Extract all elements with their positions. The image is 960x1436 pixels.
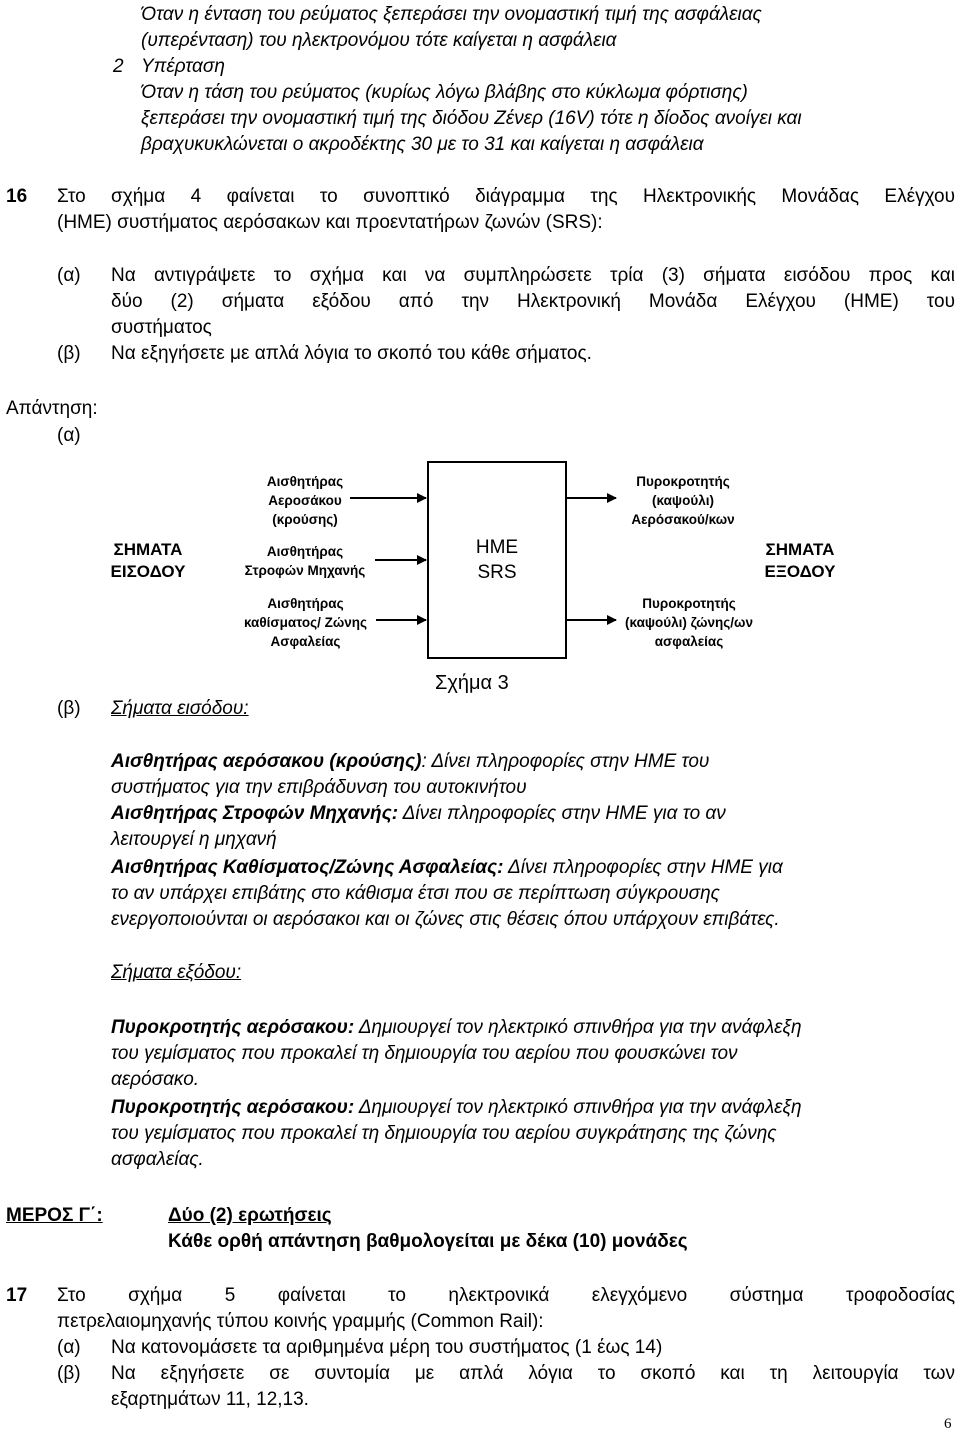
top-line-6: βραχυκυκλώνεται ο ακροδέκτης 30 με το 31 και καίγεται η ασφάλεια [141, 134, 704, 155]
input-explanation-3-line-3: ενεργοποιούνται οι αερόσακοι και οι ζώνες στις θέσεις όπου υπάρχουν επιβάτες. [111, 909, 780, 930]
question-17-b-line-2: εξαρτημάτων 11, 12,13. [111, 1389, 309, 1410]
input-explanation-1-term: Αισθητήρας αερόσακου (κρούσης) [111, 751, 422, 772]
question-17-a-line: Να κατονομάσετε τα αριθμημένα μέρη του συστήματος (1 έως 14) [111, 1337, 663, 1358]
question-17-line-2: πετρελαιομηχανής τύπου κοινής γραμμής (Common Rail): [57, 1311, 544, 1332]
answer-a-label: (α) [57, 425, 81, 446]
top-item-number: 2 [113, 56, 124, 77]
input-explanation-3-text: Δίνει πληροφορίες στην ΗΜΕ για [503, 857, 783, 878]
input-1-line-3: (κρούσης) [272, 512, 338, 527]
output-explanation-2-term: Πυροκροτητής αερόσακου: [111, 1097, 355, 1118]
question-17-b-line-1: Να εξηγήσετε σε συντομία με απλά λόγια το σκοπό και τη λειτουργία των [111, 1363, 955, 1384]
output-signal-belt-igniter [608, 594, 770, 651]
question-17-a-label: (α) [57, 1337, 81, 1358]
input-explanation-3-term: Αισθητήρας Καθίσματος/Ζώνης Ασφαλείας: [111, 857, 504, 878]
output-explanation-2-text: Δημιουργεί τον ηλεκτρικό σπινθήρα για την ανάφλεξη [354, 1097, 802, 1118]
input-signal-airbag-sensor [235, 472, 375, 529]
input-explanation-2-term: Αισθητήρας Στροφών Μηχανής: [111, 803, 399, 824]
top-heading-hypertension: Υπέρταση [141, 56, 225, 77]
answer-b-label: (β) [57, 698, 81, 719]
ecu-label-line-1: ΗΜΕ [475, 537, 519, 558]
output-signal-airbag-igniter [608, 472, 758, 529]
input-explanation-1-text: : Δίνει πληροφορίες στην ΗΜΕ του [421, 751, 710, 772]
output-explanation-2 [111, 1095, 802, 1121]
input-2-line-1: Αισθητήρας [266, 544, 344, 559]
part-c-label: ΜΕΡΟΣ Γ΄: [6, 1205, 103, 1226]
top-line-1: Όταν η ένταση του ρεύματος ξεπεράσει την ονομαστική τιμή της ασφάλειας [141, 4, 762, 25]
output-1-line-2: (καψούλι) [652, 493, 714, 508]
input-3-line-1: Αισθητήρας [267, 596, 344, 611]
question-16-line-1: Στο σχήμα 4 φαίνεται το συνοπτικό διάγραμμα της Ηλεκτρονικής Μονάδας Ελέγχου [57, 186, 955, 207]
question-16-a-label: (α) [57, 265, 81, 286]
output-explanation-1-term: Πυροκροτητής αερόσακου: [111, 1017, 355, 1038]
output-1-line-1: Πυροκροτητής [636, 474, 730, 489]
input-3-line-2: καθίσματος/ Ζώνης [243, 615, 368, 630]
question-16-line-2: (ΗΜΕ) συστήματος αερόσακων και προεντατήρων ζωνών (SRS): [57, 212, 603, 233]
output-explanation-1-line-3: αερόσακο. [111, 1069, 200, 1090]
ecu-label-line-2: SRS [477, 562, 517, 583]
page-number: 6 [944, 1416, 952, 1432]
question-16-a-line-3: συστήματος [111, 317, 212, 338]
input-2-line-2: Στροφών Μηχανής [244, 563, 366, 578]
part-c-title: Δύο (2) ερωτήσεις [168, 1205, 332, 1226]
output-2-line-3: ασφαλείας [654, 634, 724, 649]
outputs-heading: Σήματα εξόδου: [111, 962, 242, 983]
output-explanation-1-text: Δημιουργεί τον ηλεκτρικό σπινθήρα για την ανάφλεξη [354, 1017, 802, 1038]
question-16-b-line: Να εξηγήσετε με απλά λόγια το σκοπό του κάθε σήματος. [111, 343, 592, 364]
inputs-title-line-1: ΣΗΜΑΤΑ [113, 540, 183, 559]
input-1-line-1: Αισθητήρας [266, 474, 344, 489]
input-signal-seat-belt-sensor [228, 594, 383, 651]
question-16-a-line-2: δύο (2) σήματα εξόδου από την Ηλεκτρονική Μονάδα Ελέγχου (ΗΜΕ) του [111, 291, 955, 312]
input-explanation-3 [111, 855, 783, 881]
output-1-line-3: Αερόσακού/κων [631, 512, 735, 527]
output-explanation-1-line-2: του γεμίσματος που προκαλεί τη δημιουργία του αερίου που φουσκώνει τον [111, 1043, 738, 1064]
top-line-4: Όταν η τάση του ρεύματος (κυρίως λόγω βλάβης στο κύκλωμα φόρτισης) [141, 82, 748, 103]
output-explanation-2-line-2: του γεμίσματος που προκαλεί τη δημιουργία του αερίου συγκράτησης της ζώνης [111, 1123, 777, 1144]
top-line-2: (υπερένταση) του ηλεκτρονόμου τότε καίγεται η ασφάλεια [141, 30, 617, 51]
ecu-label [429, 535, 565, 585]
top-line-5: ξεπεράσει την ονομαστική τιμή της διόδου Ζένερ (16V) τότε η δίοδος ανοίγει και [141, 108, 802, 129]
input-explanation-3-line-2: το αν υπάρχει επιβάτης στο κάθισμα έτσι που σε περίπτωση σύγκρουσης [111, 883, 720, 904]
outputs-title-line-2: ΕΞΟΔΟΥ [764, 562, 836, 581]
output-2-line-2: (καψούλι) ζώνης/ων [625, 615, 753, 630]
question-16-b-label: (β) [57, 343, 81, 364]
input-explanation-2-line-2: λειτουργεί η μηχανή [111, 829, 277, 850]
input-1-line-2: Αεροσάκου [268, 493, 342, 508]
inputs-heading: Σήματα εισόδου: [111, 698, 249, 719]
figure-caption: Σχήμα 3 [435, 672, 509, 694]
output-2-line-1: Πυροκροτητής [642, 596, 736, 611]
output-explanation-1 [111, 1015, 802, 1041]
inputs-title-line-2: ΕΙΣΟΔΟΥ [110, 562, 186, 581]
question-16-number: 16 [6, 186, 28, 207]
part-c-subtitle: Κάθε ορθή απάντηση βαθμολογείται με δέκα (10) μονάδες [168, 1231, 688, 1252]
input-3-line-3: Ασφαλείας [270, 634, 341, 649]
input-explanation-1-line-2: συστήματος για την επιβράδυνση του αυτοκινήτου [111, 777, 527, 798]
question-17-b-label: (β) [57, 1363, 81, 1384]
question-17-number: 17 [6, 1285, 28, 1306]
outputs-title-line-1: ΣΗΜΑΤΑ [765, 540, 835, 559]
inputs-title [100, 539, 196, 583]
question-17-line-1: Στο σχήμα 5 φαίνεται το ηλεκτρονικά ελεγχόμενο σύστημα τροφοδοσίας [57, 1285, 955, 1306]
input-signal-rpm-sensor [230, 542, 380, 580]
input-explanation-2 [111, 801, 726, 827]
input-explanation-2-text: Δίνει πληροφορίες στην ΗΜΕ για το αν [398, 803, 726, 824]
output-explanation-2-line-3: ασφαλείας. [111, 1149, 204, 1170]
outputs-title [752, 539, 848, 583]
input-explanation-1 [111, 749, 709, 775]
answer-title: Απάντηση: [6, 398, 98, 419]
question-16-a-line-1: Να αντιγράψετε το σχήμα και να συμπληρώσετε τρία (3) σήματα εισόδου προς και [111, 265, 955, 286]
